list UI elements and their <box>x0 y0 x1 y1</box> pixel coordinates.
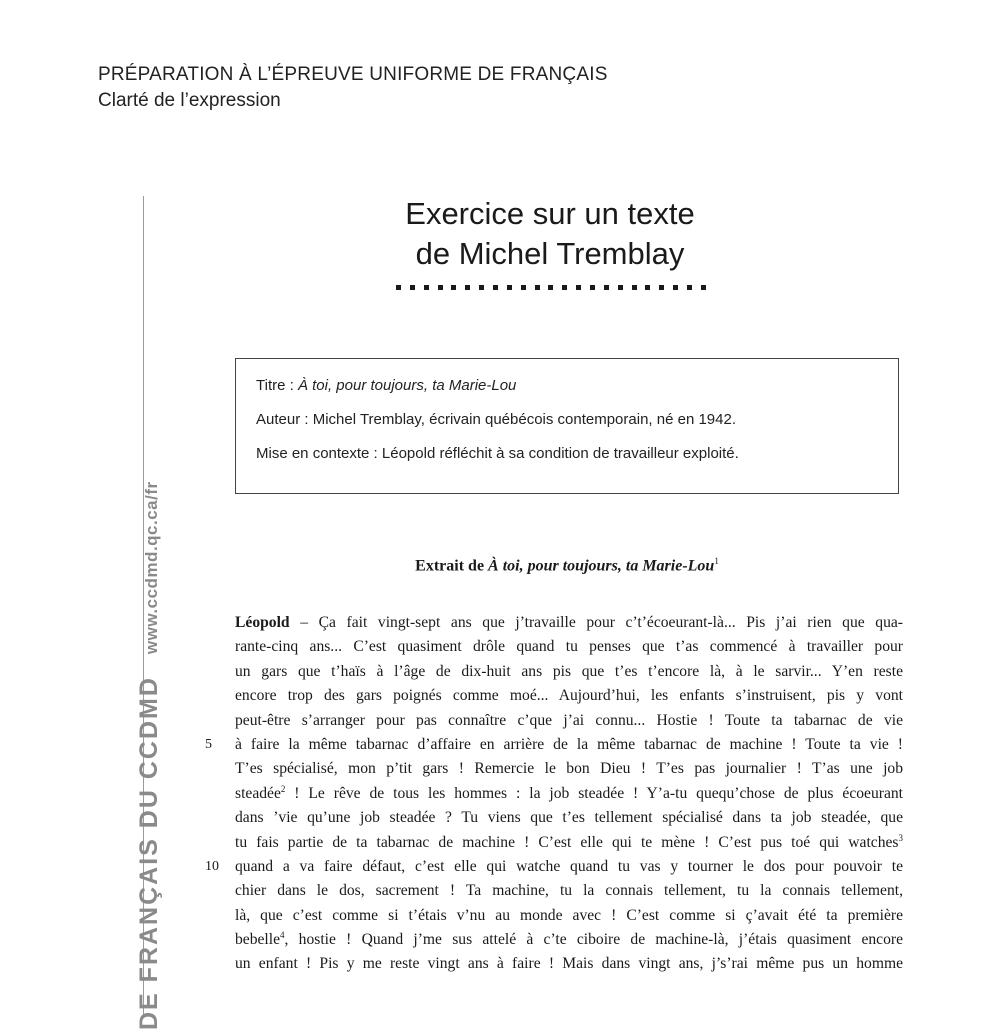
passage-line: peut-être s’arranger pour pas connaître c’que j’ai connu... Hostie ! Toute ta tabarnac de vie <box>235 711 903 729</box>
passage-line: un enfant ! Pis y me reste vingt ans à faire ! Mais dans vingt ans, j’s’rai même pus un homme <box>235 955 903 973</box>
info-title-label: Titre : <box>256 377 298 394</box>
passage-line: Léopold – Ça fait vingt-sept ans que j’travaille pour c’t’écoeurant-là... Pis j’ai rien que qua- <box>235 614 903 631</box>
info-context-label: Mise en contexte : <box>256 445 382 462</box>
info-author-value: Michel Tremblay, écrivain québécois contemporain, né en 1942. <box>312 411 736 428</box>
footnote-ref: 1 <box>714 556 719 566</box>
page-title <box>300 194 800 274</box>
running-header <box>98 64 608 112</box>
passage-line: chier dans le dos, sacrement ! Ta machine, tu la connais tellement, tu la connais tellement, <box>235 882 903 900</box>
passage-line: un gars que t’haïs à l’âge de dix-huit ans pis que t’es t’encore là, à le sarvir... Y’en reste <box>235 662 903 680</box>
passage-line: T’es spécialisé, mon p’tit gars ! Remercie le bon Dieu ! T’es pas journalier ! T’as une job <box>235 760 903 778</box>
sidebar-branding <box>135 481 164 1030</box>
passage-line: steadée$^2$ ! Le rêve de tous les hommes : la job steadée ! Y’a-tu quequ’chose de plus écoeurant <box>235 783 903 802</box>
footnote-ref: 3 <box>898 832 903 843</box>
passage-line: encore trop des gars poignés comme moé... Aujourd’hui, les enfants s’instruisent, pis y vont <box>235 687 903 705</box>
passage-line: 5 à faire la même tabarnac d’affaire en arrière de la même tabarnac de machine ! Toute ta vie ! <box>235 733 903 757</box>
extract-heading <box>235 556 899 575</box>
page-title-line1: Exercice sur un texte <box>405 196 695 231</box>
footnote-ref: 4 <box>280 929 285 940</box>
info-context <box>256 444 898 464</box>
info-context-value: Léopold réfléchit à sa condition de travailleur exploité. <box>381 445 739 462</box>
header-subtitle: Clarté de l’expression <box>98 90 281 111</box>
page-title-line2: de Michel Tremblay <box>415 236 685 271</box>
speaker-name: Léopold <box>235 614 290 631</box>
line-number: 10 <box>205 858 219 874</box>
work-info-box <box>235 358 899 494</box>
sidebar-url: www.ccdmd.qc.ca/fr <box>142 481 161 655</box>
passage-line: 10 quand a va faire défaut, c’est elle qui watche quand tu vas y tourner le dos pour pouvoir te <box>235 855 903 879</box>
header-title: PRÉPARATION À L’ÉPREUVE UNIFORME DE FRANÇAIS <box>98 64 608 85</box>
title-dotted-rule <box>396 280 706 294</box>
passage-line: là, que c’est comme si t’étais v’nu au monde avec ! C’est comme si ç’avait été ta première <box>235 906 903 924</box>
extract-prefix: Extrait de <box>415 557 489 575</box>
footnote-ref: 2 <box>280 783 286 794</box>
info-author-label: Auteur : <box>256 411 313 428</box>
info-title-value: À toi, pour toujours, ta Marie-Lou <box>297 377 517 394</box>
sidebar-org: DE FRANÇAIS DU CCDMD <box>135 676 163 1030</box>
info-title <box>256 376 898 396</box>
info-author <box>256 410 898 430</box>
passage-line: dans ’vie qu’une job steadée ? Tu viens que t’es tellement spécialisé dans ta job steadée, que <box>235 809 903 827</box>
passage-line: bebelle$^4$, hostie ! Quand j’me sus attelé à c’te ciboire de machine-là, j’étais quasiment encore <box>235 929 903 949</box>
line-number: 5 <box>205 736 212 752</box>
passage-line: rante-cinq ans... C’est quasiment drôle quand tu penses que t’as commencé à travailler pour <box>235 638 903 656</box>
extract-work-title: À toi, pour toujours, ta Marie-Lou <box>488 557 715 575</box>
passage <box>205 611 903 977</box>
passage-line: tu fais partie de ta tabarnac de machine ! C’est elle qui te mène ! C’est pus toé qui watches$^3$ <box>235 832 903 851</box>
